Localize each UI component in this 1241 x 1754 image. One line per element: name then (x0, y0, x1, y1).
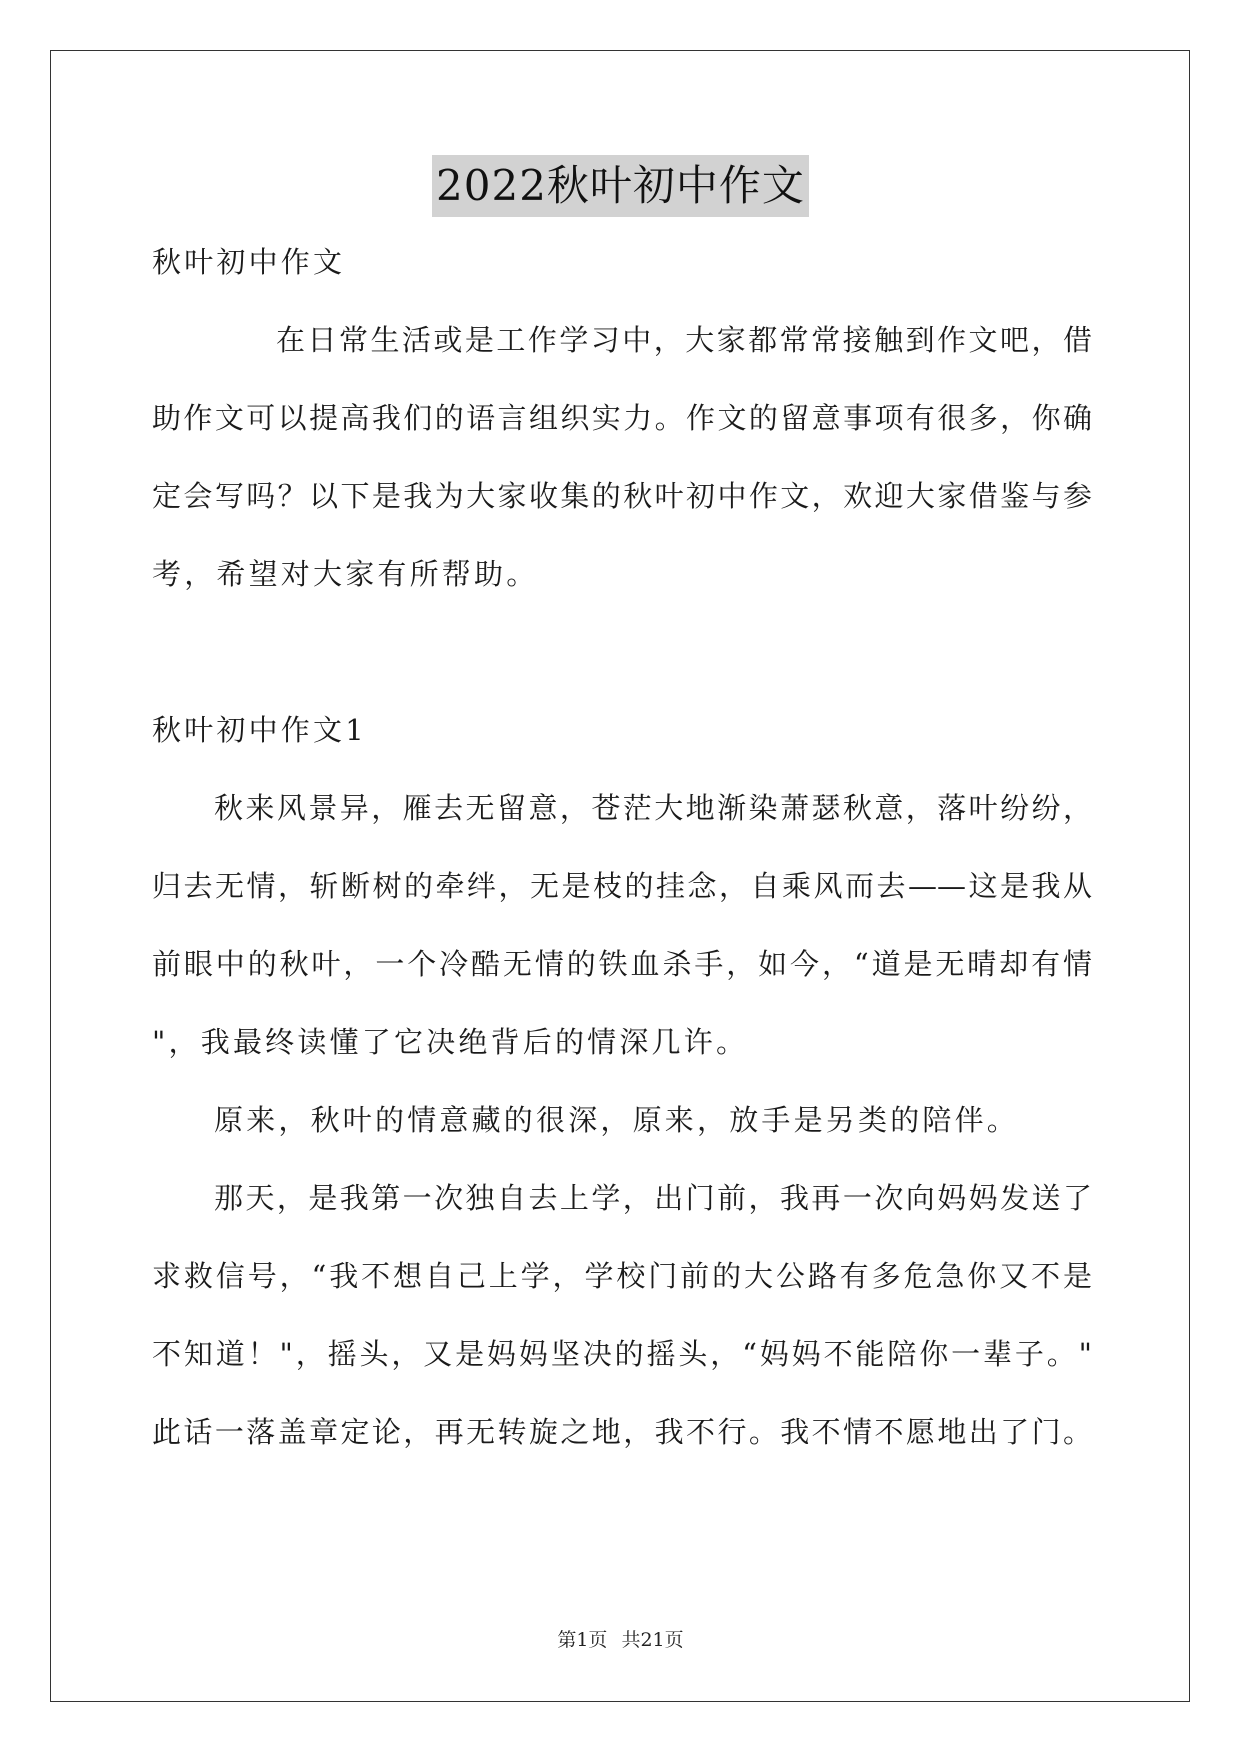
intro-line-3: 定会写吗？以下是我为大家收集的秋叶初中作文，欢迎大家借鉴与参 (152, 479, 1092, 513)
page-footer (0, 1625, 1241, 1652)
section-heading: 秋叶初中作文1 (152, 713, 367, 747)
para1-line-2: 归去无情，斩断树的牵绊，无是枝的挂念，自乘风而去——这是我从 (152, 869, 1092, 903)
intro-line-1: 在日常生活或是工作学习中，大家都常常接触到作文吧，借 (276, 323, 1092, 357)
para3-line-2: 求救信号，“我不想自己上学，学校门前的大公路有多危急你又不是 (152, 1259, 1092, 1293)
para2-line-1: 原来，秋叶的情意藏的很深，原来，放手是另类的陪伴。 (214, 1103, 1020, 1137)
para3-line-4: 此话一落盖章定论，再无转旋之地，我不行。我不情不愿地出了门。 (152, 1415, 1092, 1449)
subtitle: 秋叶初中作文 (152, 245, 346, 279)
document-body (152, 237, 1092, 1485)
para3-line-3: 不知道！"，摇头，又是妈妈坚决的摇头，“妈妈不能陪你一辈子。" (152, 1337, 1092, 1371)
para3-line-1: 那天，是我第一次独自去上学，出门前，我再一次向妈妈发送了 (214, 1181, 1092, 1215)
title-container (0, 155, 1241, 217)
document-title: 2022秋叶初中作文 (432, 155, 809, 217)
total-pages: 共21页 (621, 1629, 684, 1651)
page-number: 第1页 (557, 1629, 608, 1651)
para1-line-1: 秋来风景异，雁去无留意，苍茫大地渐染萧瑟秋意，落叶纷纷， (214, 791, 1092, 825)
para1-line-3: 前眼中的秋叶，一个冷酷无情的铁血杀手，如今，“道是无晴却有情 (152, 947, 1092, 981)
intro-line-2: 助作文可以提高我们的语言组织实力。作文的留意事项有很多，你确 (152, 401, 1092, 435)
spacer (152, 627, 1092, 705)
intro-line-4: 考，希望对大家有所帮助。 (152, 557, 539, 591)
para1-line-4: "，我最终读懂了它决绝背后的情深几许。 (152, 1025, 749, 1059)
